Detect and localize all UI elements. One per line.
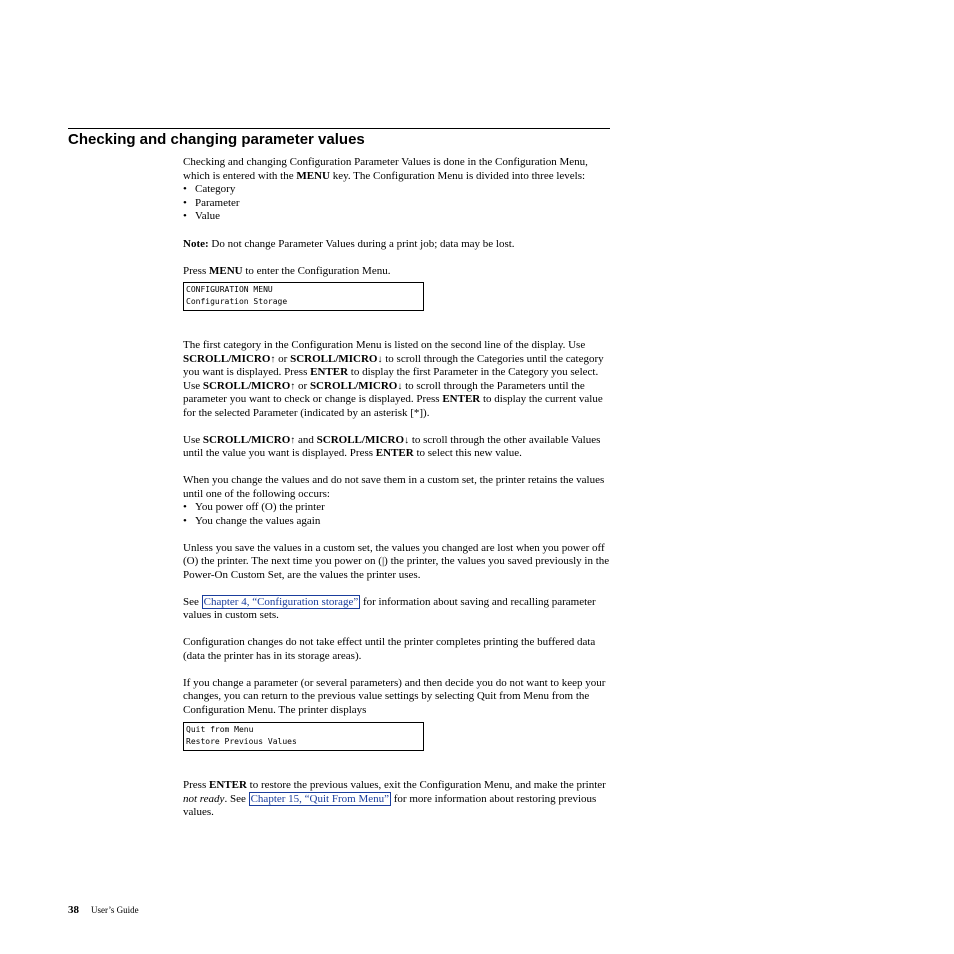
- scroll-micro-down-key: SCROLL/MICRO↓: [316, 433, 410, 446]
- display-line-2: Restore Previous Values: [186, 737, 297, 746]
- note-label: Note:: [183, 237, 209, 250]
- menu-key: MENU: [296, 169, 330, 182]
- list-item: • Value: [183, 210, 610, 224]
- arrow-up-icon: ↑: [290, 380, 296, 392]
- heading-rule: [68, 128, 610, 129]
- unless-paragraph: Unless you save the values in a custom set, the values you changed are lost when you power off (O) the printer. The next time you power on (|) the printer, the values you saved previously in the Power-On Custom Set, are the values the printer uses.: [183, 541, 610, 581]
- list-item: • Category: [183, 183, 610, 197]
- enter-key: ENTER: [310, 366, 349, 378]
- enter-key: ENTER: [442, 393, 481, 405]
- arrow-up-icon: ↑: [270, 353, 276, 365]
- operator-panel-display: [183, 722, 424, 751]
- display-line-1: Quit from Menu: [186, 725, 254, 734]
- list-item: • You change the values again: [183, 515, 610, 529]
- intro-paragraph: Checking and changing Configuration Parameter Values is done in the Configuration Menu, which is entered with the MENU key. The Configuration Menu is divided into three levels:: [183, 156, 588, 182]
- scroll-micro-up-key: SCROLL/MICRO↑: [202, 379, 296, 392]
- config-changes-paragraph: Configuration changes do not take effect until the printer completes printing the buffered data (data the printer has in its storage areas).: [183, 636, 596, 662]
- list-item: • You power off (O) the printer: [183, 501, 610, 515]
- page-number: 38: [68, 904, 79, 916]
- section-heading: Checking and changing parameter values: [68, 131, 365, 148]
- scroll-micro-up-key: SCROLL/MICRO↑: [202, 433, 296, 446]
- quit-paragraph: If you change a parameter (or several parameters) and then decide you do not want to keep your changes, you can return to the previous value settings by selecting Quit from Menu from the Configuration Menu. The printer displays: [183, 676, 606, 716]
- section-body: [183, 156, 610, 833]
- press-enter-paragraph: Press ENTER to restore the previous values, exit the Configuration Menu, and make the printer not ready. See Chapter 15, “Quit From Menu” for more information about restoring previous values.: [183, 779, 606, 818]
- see-chapter-paragraph: See Chapter 4, “Configuration storage” for information about saving and recalling parameter values in custom sets.: [183, 595, 596, 621]
- enter-key: ENTER: [375, 447, 414, 459]
- change-values-paragraph: When you change the values and do not save them in a custom set, the printer retains the values until one of the following occurs:: [183, 474, 605, 500]
- use-scroll-paragraph: Use SCROLL/MICRO↑ and SCROLL/MICRO↓ to scroll through the other available Values until the value you want is displayed. Press ENTER to select this new value.: [183, 433, 601, 459]
- scroll-micro-down-key: SCROLL/MICRO↓: [290, 352, 383, 365]
- scroll-micro-up-key: SCROLL/MICRO↑: [183, 352, 276, 365]
- page-footer: [68, 900, 139, 918]
- arrow-down-icon: ↓: [404, 434, 410, 446]
- first-category-paragraph: The first category in the Configuration Menu is listed on the second line of the display. Use SCROLL/MICRO↑ or SCROLL/MICRO↓ to scroll through the Categories until the category you want is displayed. Press ENTER to display the first Parameter in the Category you select. Use SCROLL/MICRO↑ or SCROLL/MICRO↓ to scroll through the Parameters until the parameter you want to check or change is displayed. Press ENTER to display the current value for the selected Parameter (indicated by an asterisk [*]).: [183, 339, 604, 419]
- operator-panel-display: [183, 282, 424, 311]
- chapter-15-link[interactable]: Chapter 15, “Quit From Menu”: [250, 792, 389, 805]
- scroll-micro-down-key: SCROLL/MICRO↓: [309, 379, 403, 392]
- enter-key: ENTER: [208, 779, 247, 791]
- occurrence-list: [183, 501, 610, 528]
- press-menu-paragraph: Press MENU to enter the Configuration Menu.: [183, 264, 391, 277]
- not-ready-text: not ready: [183, 792, 225, 805]
- arrow-down-icon: ↓: [397, 380, 403, 392]
- arrow-up-icon: ↑: [290, 434, 296, 446]
- note-paragraph: Note: Do not change Parameter Values during a print job; data may be lost.: [183, 237, 515, 250]
- display-line-1: CONFIGURATION MENU: [186, 285, 273, 294]
- book-title: User’s Guide: [91, 905, 139, 915]
- arrow-down-icon: ↓: [377, 353, 383, 365]
- levels-list: [183, 183, 610, 224]
- list-item: • Parameter: [183, 197, 610, 211]
- display-line-2: Configuration Storage: [186, 297, 288, 306]
- chapter-4-link[interactable]: Chapter 4, “Configuration storage”: [203, 595, 359, 608]
- menu-key: MENU: [208, 264, 243, 277]
